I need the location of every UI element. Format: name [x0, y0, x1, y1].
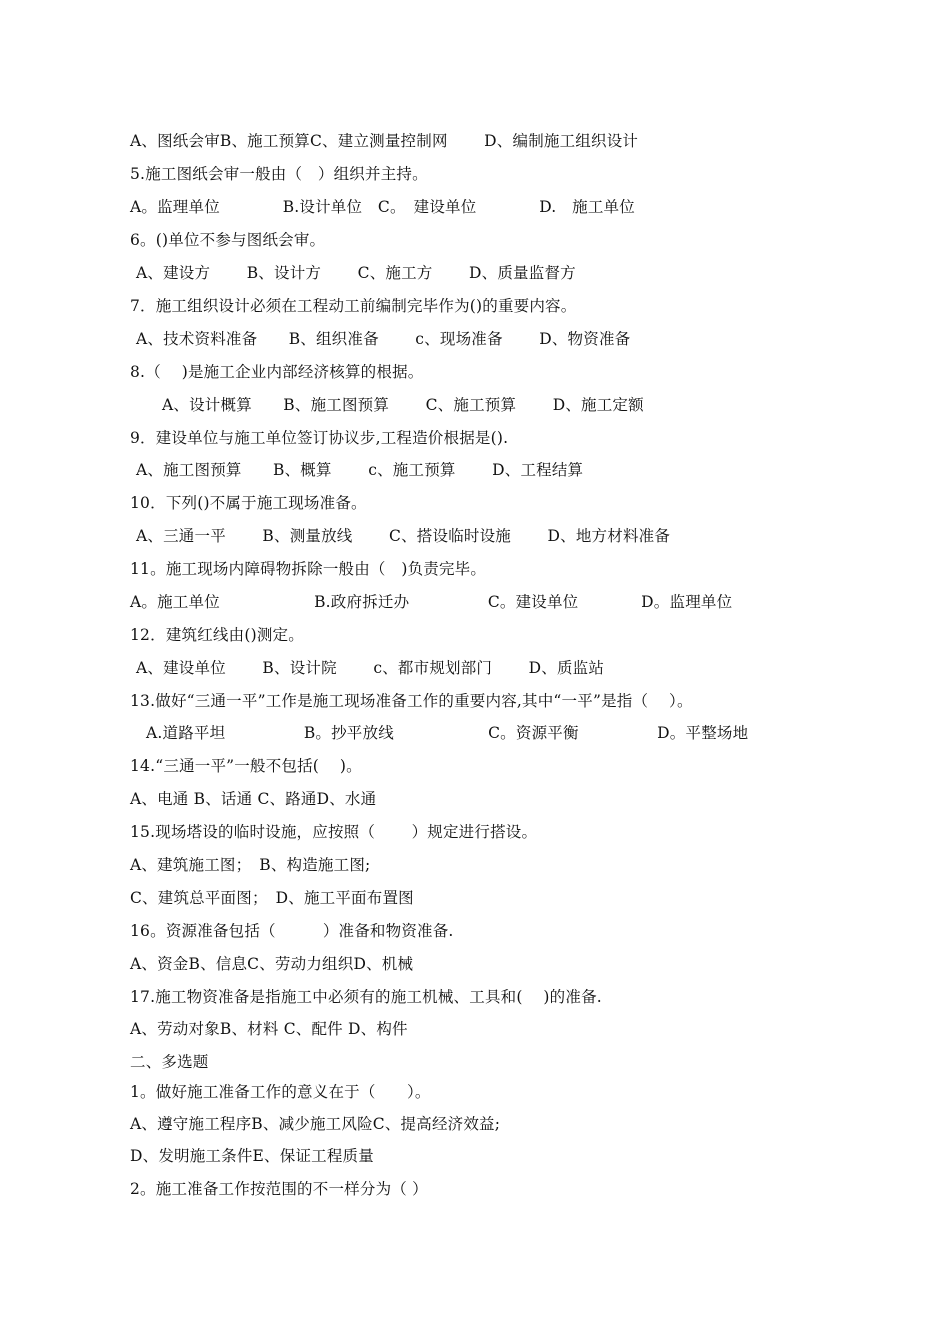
answer-options-q6: A、建设方 B、设计方 C、施工方 D、质量监督方	[136, 264, 576, 282]
answer-options-q4: A、图纸会审B、施工预算C、建立测量控制网 D、编制施工组织设计	[130, 132, 639, 150]
answer-options-q15-a: A、建筑施工图； B、构造施工图;	[130, 856, 371, 874]
multi-question-2: 2。施工准备工作按范围的不一样分为（ ）	[130, 1180, 428, 1198]
answer-options-q17: A、劳动对象B、材料 C、配件 D、构件	[130, 1020, 408, 1038]
multi-question-1: 1。做好施工准备工作的意义在于（ ）。	[130, 1083, 431, 1101]
answer-options-q9: A、施工图预算 B、概算 c、施工预算 D、工程结算	[136, 461, 584, 479]
question-11: 11。施工现场内障碍物拆除一般由（ )负责完毕。	[130, 560, 487, 578]
answer-options-q10: A、三通一平 B、测量放线 C、搭设临时设施 D、地方材料准备	[136, 527, 671, 545]
question-12: 12．建筑红线由()测定。	[130, 626, 304, 644]
question-5: 5.施工图纸会审一般由（ ）组织并主持。	[130, 165, 428, 183]
answer-options-q7: A、技术资料准备 B、组织准备 c、现场准备 D、物资准备	[136, 330, 631, 348]
answer-options-q5: A。监理单位 B.设计单位 C。 建设单位 D. 施工单位	[130, 198, 635, 216]
answer-options-q13: A.道路平坦 B。抄平放线 C。资源平衡 D。平整场地	[146, 724, 749, 742]
answer-options-q14: A、电通 B、话通 C、路通D、水通	[130, 790, 377, 808]
answer-options-q8: A、设计概算 B、施工图预算 C、施工预算 D、施工定额	[162, 396, 644, 414]
question-16: 16。资源准备包括（ ）准备和物资准备.	[130, 922, 454, 940]
multi-answer-options-q1-a: A、遵守施工程序B、减少施工风险C、提高经济效益;	[130, 1115, 501, 1133]
question-7: 7．施工组织设计必须在工程动工前编制完毕作为()的重要内容。	[130, 297, 577, 315]
section-heading-multiple-choice: 二、多选题	[130, 1053, 209, 1071]
answer-options-q11: A。施工单位 B.政府拆迁办 C。建设单位 D。监理单位	[130, 593, 733, 611]
question-14: 14.“三通一平”一般不包括( )。	[130, 757, 362, 775]
question-9: 9．建设单位与施工单位签订协议步,工程造价根据是().	[130, 429, 509, 447]
question-17: 17.施工物资准备是指施工中必须有的施工机械、工具和( )的准备.	[130, 988, 602, 1006]
answer-options-q12: A、建设单位 B、设计院 c、都市规划部门 D、质监站	[136, 659, 605, 677]
question-15: 15.现场塔设的临时设施，应按照（ ）规定进行搭设。	[130, 823, 538, 841]
question-8: 8.（ )是施工企业内部经济核算的根据。	[130, 363, 424, 381]
answer-options-q15-b: C、建筑总平面图； D、施工平面布置图	[130, 889, 414, 907]
question-6: 6。()单位不参与图纸会审。	[130, 231, 326, 249]
question-13: 13.做好“三通一平”工作是施工现场准备工作的重要内容,其中“一平”是指（ ）。	[130, 692, 693, 710]
question-10: 10．下列()不属于施工现场准备。	[130, 494, 367, 512]
multi-answer-options-q1-b: D、发明施工条件E、保证工程质量	[130, 1147, 374, 1165]
answer-options-q16: A、资金B、信息C、劳动力组织D、机械	[130, 955, 414, 973]
